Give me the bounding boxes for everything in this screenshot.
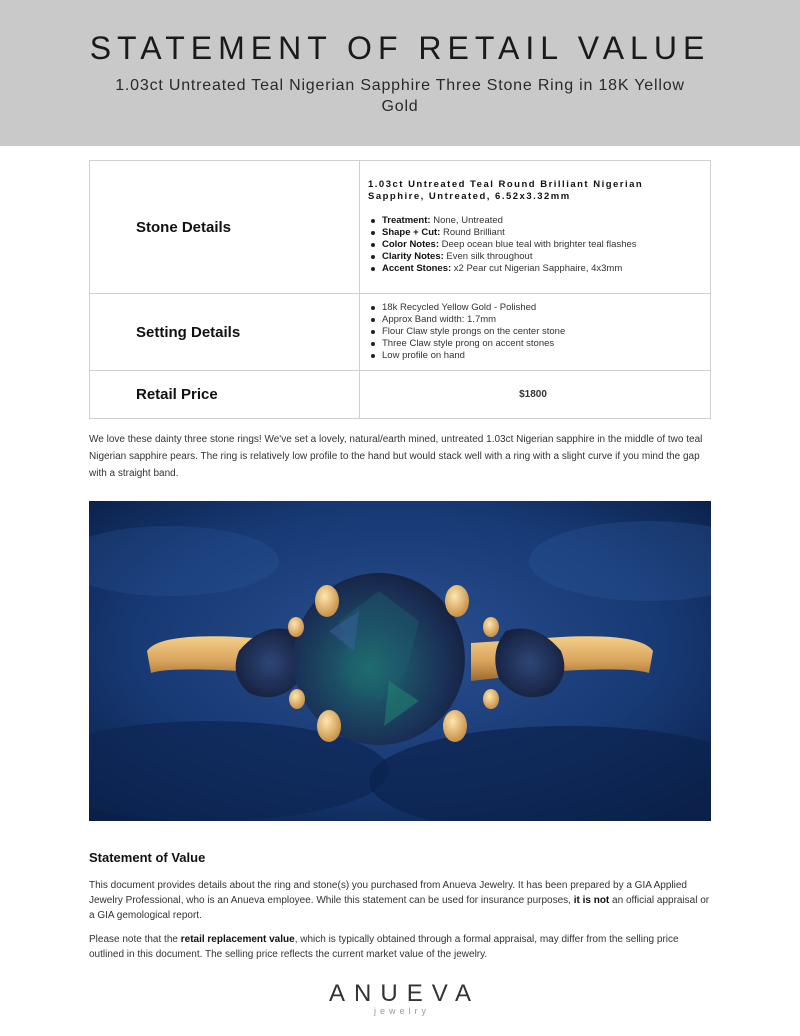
statement-title: Statement of Value	[89, 850, 206, 865]
header-banner	[0, 0, 800, 146]
logo-wordmark: ANUEVA	[329, 980, 480, 1007]
page-title: STATEMENT OF RETAIL VALUE	[89, 30, 711, 66]
retail-price-label: Retail Price	[90, 371, 360, 419]
list-item: Low profile on hand	[368, 350, 698, 362]
setting-details-label: Setting Details	[90, 294, 360, 371]
intro-paragraph: We love these dainty three stone rings! We've set a lovely, natural/earth mined, untreated 1.03ct Nigerian sapphire in the middle of two teal Nigerian sapphire pears. The ring is relatively low profile to the hand but would stack well with a ring with a slight curve if you mind the gap with a straight band.	[89, 434, 703, 479]
logo-subtitle: jewelry	[373, 1006, 430, 1016]
statement-paragraph-2: Please note that the retail replacement value, which is typically obtained through a formal appraisal, may differ from the selling price outlined in this document. The selling price reflects the current market value of the jewelry.	[89, 934, 679, 960]
list-item: Flour Claw style prongs on the center stone	[368, 326, 698, 338]
list-item: Shape + Cut: Round Brilliant	[368, 227, 698, 239]
list-item: Clarity Notes: Even silk throughout	[368, 251, 698, 263]
ring-illustration	[89, 501, 711, 821]
retail-price-row	[90, 371, 711, 419]
stone-details-row	[90, 161, 711, 294]
stone-details-value	[360, 161, 711, 294]
ring-photo	[89, 501, 711, 821]
stone-details-list	[368, 215, 698, 275]
list-item: Accent Stones: x2 Pear cut Nigerian Sapphaire, 4x3mm	[368, 263, 698, 275]
anueva-logo	[300, 980, 500, 1016]
setting-details-list	[368, 302, 698, 362]
setting-details-value	[360, 294, 711, 371]
stone-heading: 1.03ct Untreated Teal Round Brilliant Nigerian Sapphire, Untreated, 6.52x3.32mm	[368, 179, 644, 202]
list-item: Three Claw style prong on accent stones	[368, 338, 698, 350]
stone-details-label: Stone Details	[90, 161, 360, 294]
setting-details-row	[90, 294, 711, 371]
retail-price-value: $1800	[360, 371, 711, 419]
list-item: Approx Band width: 1.7mm	[368, 314, 698, 326]
statement-paragraph-1: This document provides details about the ring and stone(s) you purchased from Anueva Jewelry. It has been prepared by a GIA Applied Jewelry Professional, who is an Anueva employee. While this statement can be used for insurance purposes, it is not an official appraisal or a GIA gemological report.	[89, 880, 710, 921]
page-subtitle: 1.03ct Untreated Teal Nigerian Sapphire Three Stone Ring in 18K Yellow Gold	[115, 77, 685, 115]
list-item: Color Notes: Deep ocean blue teal with brighter teal flashes	[368, 239, 698, 251]
list-item: 18k Recycled Yellow Gold - Polished	[368, 302, 698, 314]
details-table	[89, 160, 711, 419]
list-item: Treatment: None, Untreated	[368, 215, 698, 227]
